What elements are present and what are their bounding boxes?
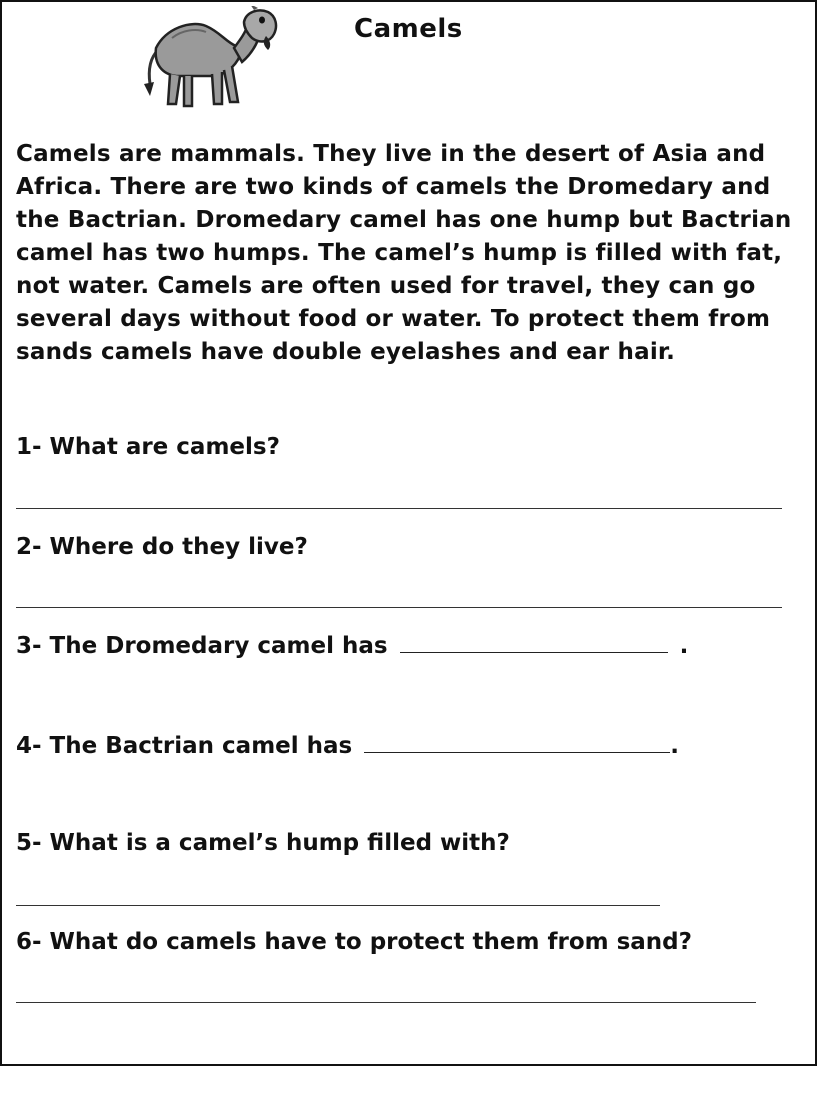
- answer-line-6[interactable]: [16, 1002, 756, 1003]
- question-2: 2- Where do they live?: [16, 534, 308, 560]
- answer-line-1[interactable]: [16, 508, 782, 509]
- passage-line: the Bactrian. Dromedary camel has one hump but Bactrian: [16, 207, 792, 233]
- question-6: 6- What do camels have to protect them from sand?: [16, 929, 692, 955]
- worksheet-title: Camels: [354, 14, 463, 44]
- passage-line: Camels are mammals. They live in the desert of Asia and: [16, 141, 766, 167]
- question-3-prefix: 3- The Dromedary camel has: [16, 633, 388, 659]
- question-5: 5- What is a camel’s hump filled with?: [16, 830, 510, 856]
- passage-line: sands camels have double eyelashes and ear hair.: [16, 339, 676, 365]
- passage-line: camel has two humps. The camel’s hump is filled with fat,: [16, 240, 783, 266]
- answer-blank-4[interactable]: [364, 732, 670, 753]
- question-3: [16, 632, 688, 659]
- question-4-prefix: 4- The Bactrian camel has: [16, 733, 353, 759]
- question-3-suffix: .: [679, 633, 689, 659]
- answer-line-5[interactable]: [16, 905, 660, 906]
- answer-blank-3[interactable]: [400, 632, 668, 653]
- question-1: 1- What are camels?: [16, 434, 280, 460]
- passage-line: several days without food or water. To protect them from: [16, 306, 771, 332]
- reading-passage: [16, 138, 806, 369]
- passage-line: not water. Camels are often used for travel, they can go: [16, 273, 756, 299]
- answer-line-2[interactable]: [16, 607, 782, 608]
- camel-illustration-icon: [136, 6, 280, 116]
- question-4: [16, 732, 679, 759]
- question-4-suffix: .: [670, 733, 679, 759]
- passage-line: Africa. There are two kinds of camels the Dromedary and: [16, 174, 771, 200]
